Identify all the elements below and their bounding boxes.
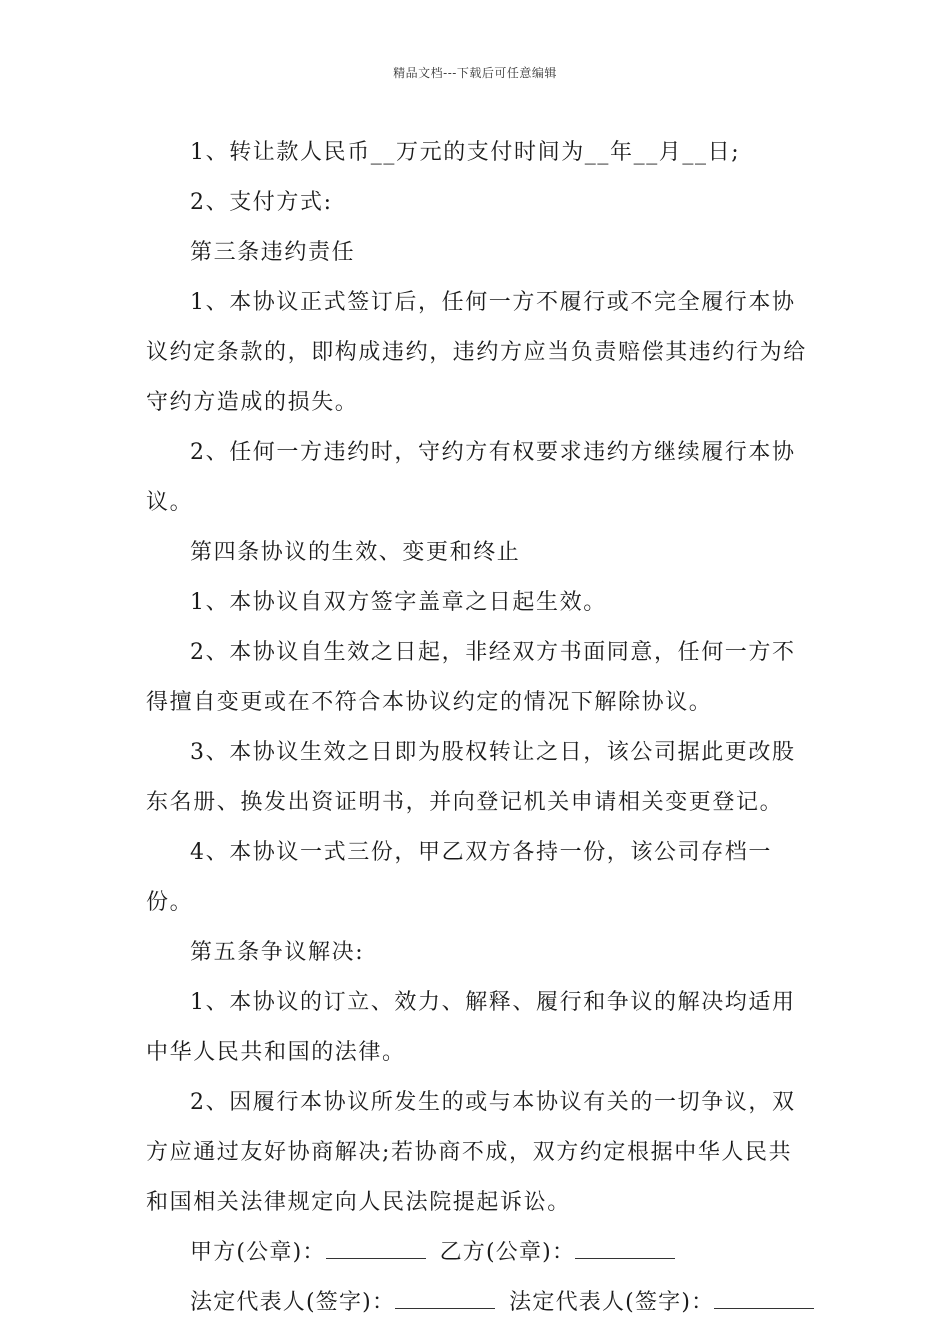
paragraph: 4、本协议一式三份，甲乙双方各持一份，该公司存档一份。	[146, 840, 772, 915]
party-b-seal-blank[interactable]	[575, 1240, 675, 1259]
paragraph: 2、本协议自生效之日起，非经双方书面同意，任何一方不得擅自变更或在不符合本协议约定的情况下解除协议。	[146, 640, 796, 715]
signature-line-representative	[146, 1278, 814, 1328]
party-b-seal-label: 乙方(公章)：	[439, 1240, 576, 1265]
paragraph: 1、转让款人民币__万元的支付时间为__年__月__日;	[190, 140, 741, 165]
section-heading: 第四条协议的生效、变更和终止	[190, 540, 521, 565]
paragraph: 1、本协议的订立、效力、解释、履行和争议的解决均适用中华人民共和国的法律。	[146, 990, 796, 1065]
paragraph: 2、因履行本协议所发生的或与本协议有关的一切争议，双方应通过友好协商解决;若协商不成，双方约定根据中华人民共和国相关法律规定向人民法院提起诉讼。	[146, 1090, 796, 1215]
party-a-seal-blank[interactable]	[326, 1240, 426, 1259]
party-b-rep-blank[interactable]	[714, 1290, 814, 1309]
party-a-rep-blank[interactable]	[395, 1290, 495, 1309]
party-a-seal-label: 甲方(公章)：	[190, 1240, 326, 1265]
paragraph: 1、本协议自双方签字盖章之日起生效。	[190, 590, 607, 615]
document-body	[146, 128, 814, 1328]
paragraph: 3、本协议生效之日即为股权转让之日，该公司据此更改股东名册、换发出资证明书，并向登记机关申请相关变更登记。	[146, 740, 796, 815]
section-heading: 第五条争议解决:	[190, 940, 365, 965]
paragraph: 1、本协议正式签订后，任何一方不履行或不完全履行本协议约定条款的，即构成违约，违约方应当负责赔偿其违约行为给守约方造成的损失。	[146, 290, 807, 415]
paragraph: 2、任何一方违约时，守约方有权要求违约方继续履行本协议。	[146, 440, 796, 515]
paragraph: 2、支付方式:	[190, 190, 333, 215]
party-b-rep-label: 法定代表人(签字)：	[509, 1290, 715, 1315]
signature-line-seal	[146, 1228, 814, 1278]
party-a-rep-label: 法定代表人(签字)：	[190, 1290, 396, 1315]
page-header: 精品文档---下载后可任意编辑	[393, 66, 557, 80]
section-heading: 第三条违约责任	[190, 240, 356, 265]
